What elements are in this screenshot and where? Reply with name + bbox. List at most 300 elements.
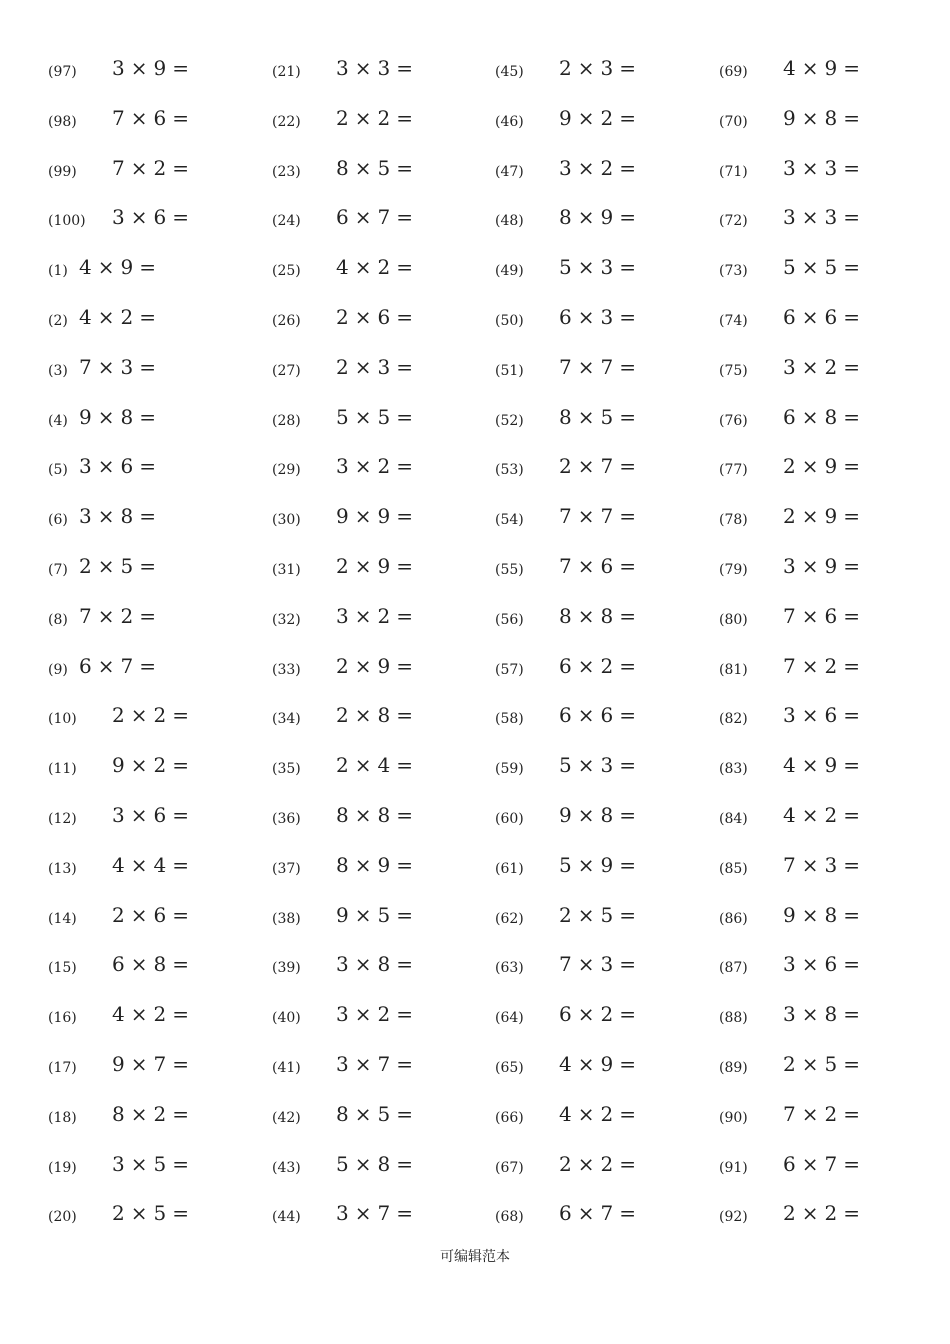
first-factor: 6 [783,404,796,429]
equals-sign: = [843,553,860,578]
problem-row [495,1046,715,1096]
first-factor: 3 [336,603,349,628]
multiply-sign: × [577,255,595,280]
problem-number: (70) [719,113,748,130]
problem-expression [112,1050,195,1078]
problem-expression [336,552,419,580]
equals-sign: = [396,1051,413,1076]
problem-row [48,697,268,747]
equals-sign: = [619,205,636,230]
problem-number: (65) [495,1059,524,1076]
problem-row [719,249,939,299]
second-factor: 2 [824,1101,838,1126]
equals-sign: = [396,703,413,728]
first-factor: 3 [559,155,572,180]
problem-column-1 [48,50,268,1245]
equals-sign: = [396,454,413,479]
second-factor: 7 [600,454,614,479]
multiply-sign: × [801,553,819,578]
problem-row [719,996,939,1046]
equals-sign: = [619,653,636,678]
problem-number: (79) [719,561,748,578]
problem-row [719,1096,939,1146]
second-factor: 6 [153,902,167,927]
first-factor: 7 [559,553,572,578]
multiply-sign: × [801,802,819,827]
problem-expression [783,1000,866,1028]
second-factor: 7 [600,354,614,379]
problem-row [719,399,939,449]
problem-expression [783,552,866,580]
problem-expression [336,801,419,829]
equals-sign: = [843,653,860,678]
multiply-sign: × [801,454,819,479]
problem-number: (9) [48,661,68,678]
problem-row [719,847,939,897]
equals-sign: = [396,404,413,429]
second-factor: 6 [153,205,167,230]
problem-row [272,697,492,747]
problem-expression [336,154,419,182]
equals-sign: = [619,553,636,578]
equals-sign: = [843,852,860,877]
equals-sign: = [139,354,156,379]
first-factor: 7 [112,155,125,180]
problem-number: (59) [495,761,524,778]
problem-expression [783,901,866,929]
problem-number: (42) [272,1109,301,1126]
multiply-sign: × [354,1051,372,1076]
equals-sign: = [843,105,860,130]
second-factor: 2 [824,1201,838,1226]
problem-number: (46) [495,113,524,130]
problem-expression [336,652,419,680]
problem-expression [783,303,866,331]
problem-number: (88) [719,1010,748,1027]
problem-row [272,100,492,150]
problem-expression [336,303,419,331]
first-factor: 8 [336,852,349,877]
second-factor: 9 [377,653,391,678]
first-factor: 7 [79,354,92,379]
first-factor: 5 [336,404,349,429]
problem-column-3 [495,50,715,1245]
second-factor: 3 [600,255,614,280]
problem-expression [79,253,162,281]
first-factor: 8 [112,1101,125,1126]
problem-number: (54) [495,512,524,529]
problem-expression [783,1150,866,1178]
problem-expression [336,253,419,281]
problem-row [272,1096,492,1146]
problem-number: (37) [272,860,301,877]
first-factor: 8 [559,404,572,429]
second-factor: 3 [824,205,838,230]
problem-number: (27) [272,362,301,379]
problem-expression [783,1100,866,1128]
problem-row [719,1146,939,1196]
problem-row [719,897,939,947]
first-factor: 3 [783,703,796,728]
equals-sign: = [619,155,636,180]
problem-expression [336,701,419,729]
first-factor: 4 [783,753,796,778]
equals-sign: = [172,1101,189,1126]
problem-row [495,996,715,1046]
equals-sign: = [843,354,860,379]
problem-expression [783,452,866,480]
problem-row [48,1146,268,1196]
multiply-sign: × [354,1002,372,1027]
first-factor: 5 [559,255,572,280]
second-factor: 6 [600,553,614,578]
problem-expression [559,502,642,530]
problem-expression [559,801,642,829]
problem-row [495,648,715,698]
problem-row [495,399,715,449]
problem-row [719,50,939,100]
first-factor: 6 [559,304,572,329]
second-factor: 6 [824,304,838,329]
first-factor: 6 [783,1151,796,1176]
first-factor: 6 [559,653,572,678]
equals-sign: = [619,105,636,130]
problem-expression [112,851,195,879]
first-factor: 9 [783,902,796,927]
first-factor: 2 [79,553,92,578]
equals-sign: = [172,952,189,977]
problem-expression [112,1150,195,1178]
problem-number: (18) [48,1109,77,1126]
first-factor: 2 [336,354,349,379]
second-factor: 2 [377,255,391,280]
problem-expression [783,353,866,381]
equals-sign: = [172,1151,189,1176]
problem-number: (14) [48,910,77,927]
problem-number: (44) [272,1209,301,1226]
problem-expression [559,203,642,231]
multiply-sign: × [801,155,819,180]
first-factor: 8 [336,1101,349,1126]
equals-sign: = [619,902,636,927]
problem-row [272,996,492,1046]
multiply-sign: × [130,952,148,977]
problem-row [48,1096,268,1146]
problem-expression [112,950,195,978]
equals-sign: = [843,504,860,529]
problem-number: (41) [272,1059,301,1076]
problem-expression [112,751,195,779]
problem-row [719,548,939,598]
equals-sign: = [172,852,189,877]
first-factor: 2 [783,1051,796,1076]
second-factor: 2 [153,1002,167,1027]
first-factor: 2 [336,304,349,329]
problem-expression [783,652,866,680]
problem-expression [559,751,642,779]
problem-expression [559,303,642,331]
multiply-sign: × [801,703,819,728]
problem-row [719,448,939,498]
problem-number: (31) [272,561,301,578]
equals-sign: = [396,56,413,80]
first-factor: 4 [559,1101,572,1126]
first-factor: 3 [336,1201,349,1226]
multiply-sign: × [801,504,819,529]
second-factor: 9 [600,1051,614,1076]
multiply-sign: × [354,205,372,230]
second-factor: 7 [600,1201,614,1226]
multiply-sign: × [354,354,372,379]
problem-row [272,797,492,847]
multiply-sign: × [801,1051,819,1076]
problem-number: (98) [48,113,77,130]
problem-row [48,897,268,947]
equals-sign: = [396,255,413,280]
first-factor: 4 [112,1002,125,1027]
problem-expression [79,403,162,431]
multiply-sign: × [130,753,148,778]
first-factor: 6 [783,304,796,329]
multiply-sign: × [354,1151,372,1176]
problem-number: (17) [48,1059,77,1076]
multiply-sign: × [577,1151,595,1176]
equals-sign: = [139,454,156,479]
second-factor: 2 [600,155,614,180]
multiply-sign: × [354,454,372,479]
equals-sign: = [396,155,413,180]
second-factor: 8 [120,504,134,529]
second-factor: 5 [600,902,614,927]
equals-sign: = [172,753,189,778]
equals-sign: = [619,753,636,778]
problem-row [272,1146,492,1196]
problem-expression [79,652,162,680]
problem-number: (8) [48,611,68,628]
equals-sign: = [172,1051,189,1076]
problem-row [48,598,268,648]
problem-row [495,299,715,349]
second-factor: 8 [824,105,838,130]
second-factor: 2 [153,753,167,778]
problem-number: (21) [272,64,301,80]
equals-sign: = [843,155,860,180]
multiply-sign: × [801,205,819,230]
second-factor: 8 [824,404,838,429]
equals-sign: = [172,155,189,180]
problem-number: (89) [719,1059,748,1076]
equals-sign: = [843,1002,860,1027]
first-factor: 9 [559,802,572,827]
equals-sign: = [172,1201,189,1226]
problem-number: (60) [495,810,524,827]
problem-row [48,199,268,249]
equals-sign: = [619,56,636,80]
problem-number: (82) [719,711,748,728]
first-factor: 6 [336,205,349,230]
problem-expression [559,602,642,630]
second-factor: 2 [120,304,134,329]
problem-number: (84) [719,810,748,827]
problem-row [495,1146,715,1196]
equals-sign: = [619,454,636,479]
multiply-sign: × [577,56,595,80]
equals-sign: = [843,454,860,479]
multiply-sign: × [354,852,372,877]
problem-number: (86) [719,910,748,927]
problem-number: (53) [495,462,524,479]
problem-number: (92) [719,1209,748,1226]
first-factor: 6 [559,1002,572,1027]
second-factor: 2 [153,155,167,180]
multiply-sign: × [354,255,372,280]
multiply-sign: × [130,802,148,827]
first-factor: 3 [336,56,349,80]
equals-sign: = [172,902,189,927]
multiply-sign: × [801,852,819,877]
problem-expression [336,452,419,480]
problem-row [495,847,715,897]
first-factor: 5 [559,852,572,877]
problem-expression [79,602,162,630]
multiply-sign: × [130,56,148,80]
problem-expression [112,1199,195,1227]
equals-sign: = [172,56,189,80]
problem-number: (72) [719,213,748,230]
problem-expression [783,701,866,729]
problem-expression [783,54,866,82]
first-factor: 4 [79,304,92,329]
first-factor: 2 [336,703,349,728]
equals-sign: = [619,1201,636,1226]
second-factor: 3 [600,753,614,778]
first-factor: 3 [79,454,92,479]
problem-number: (24) [272,213,301,230]
problem-number: (12) [48,810,77,827]
first-factor: 7 [112,105,125,130]
equals-sign: = [396,304,413,329]
equals-sign: = [396,553,413,578]
first-factor: 8 [559,603,572,628]
problem-expression [783,801,866,829]
problem-number: (30) [272,512,301,529]
multiply-sign: × [130,902,148,927]
problem-row [272,847,492,897]
second-factor: 3 [824,155,838,180]
multiply-sign: × [97,404,115,429]
first-factor: 3 [336,1051,349,1076]
problem-number: (75) [719,362,748,379]
problem-row [272,448,492,498]
problem-row [48,249,268,299]
problem-row [495,150,715,200]
equals-sign: = [396,205,413,230]
equals-sign: = [619,304,636,329]
problem-number: (77) [719,462,748,479]
problem-number: (99) [48,163,77,180]
equals-sign: = [396,952,413,977]
second-factor: 5 [120,553,134,578]
problem-row [48,299,268,349]
problem-number: (74) [719,312,748,329]
problem-number: (64) [495,1010,524,1027]
problem-row [272,946,492,996]
second-factor: 8 [824,902,838,927]
problem-row [495,697,715,747]
multiply-sign: × [801,1151,819,1176]
problem-expression [79,303,162,331]
multiply-sign: × [97,454,115,479]
second-factor: 7 [120,653,134,678]
problem-expression [112,901,195,929]
problem-row [272,498,492,548]
problem-number: (15) [48,960,77,977]
problem-number: (51) [495,362,524,379]
second-factor: 7 [377,1201,391,1226]
problem-expression [783,253,866,281]
problem-column-4 [719,50,939,1245]
second-factor: 7 [377,205,391,230]
problem-number: (85) [719,860,748,877]
problem-number: (66) [495,1109,524,1126]
second-factor: 8 [600,603,614,628]
second-factor: 2 [153,703,167,728]
second-factor: 2 [824,802,838,827]
equals-sign: = [843,802,860,827]
first-factor: 4 [336,255,349,280]
equals-sign: = [139,553,156,578]
problem-number: (55) [495,561,524,578]
problem-expression [783,602,866,630]
equals-sign: = [139,404,156,429]
problem-expression [336,1100,419,1128]
multiply-sign: × [354,703,372,728]
first-factor: 2 [559,56,572,80]
multiply-sign: × [577,304,595,329]
problem-expression [336,1199,419,1227]
problem-row [272,199,492,249]
multiply-sign: × [577,1051,595,1076]
second-factor: 5 [600,404,614,429]
second-factor: 5 [377,902,391,927]
problem-expression [559,104,642,132]
second-factor: 2 [377,1002,391,1027]
multiply-sign: × [97,304,115,329]
problem-number: (1) [48,263,68,280]
problem-number: (39) [272,960,301,977]
problem-expression [559,701,642,729]
first-factor: 3 [112,205,125,230]
multiply-sign: × [130,1151,148,1176]
multiply-sign: × [354,902,372,927]
second-factor: 3 [600,304,614,329]
second-factor: 2 [824,354,838,379]
problem-row [719,100,939,150]
second-factor: 8 [824,1002,838,1027]
problem-number: (16) [48,1010,77,1027]
multiply-sign: × [577,952,595,977]
problem-number: (76) [719,412,748,429]
problem-expression [559,851,642,879]
multiply-sign: × [577,454,595,479]
problem-expression [336,950,419,978]
problem-expression [336,1000,419,1028]
multiply-sign: × [577,155,595,180]
multiply-sign: × [354,802,372,827]
second-factor: 8 [377,1151,391,1176]
multiply-sign: × [130,1101,148,1126]
problem-expression [112,54,195,82]
